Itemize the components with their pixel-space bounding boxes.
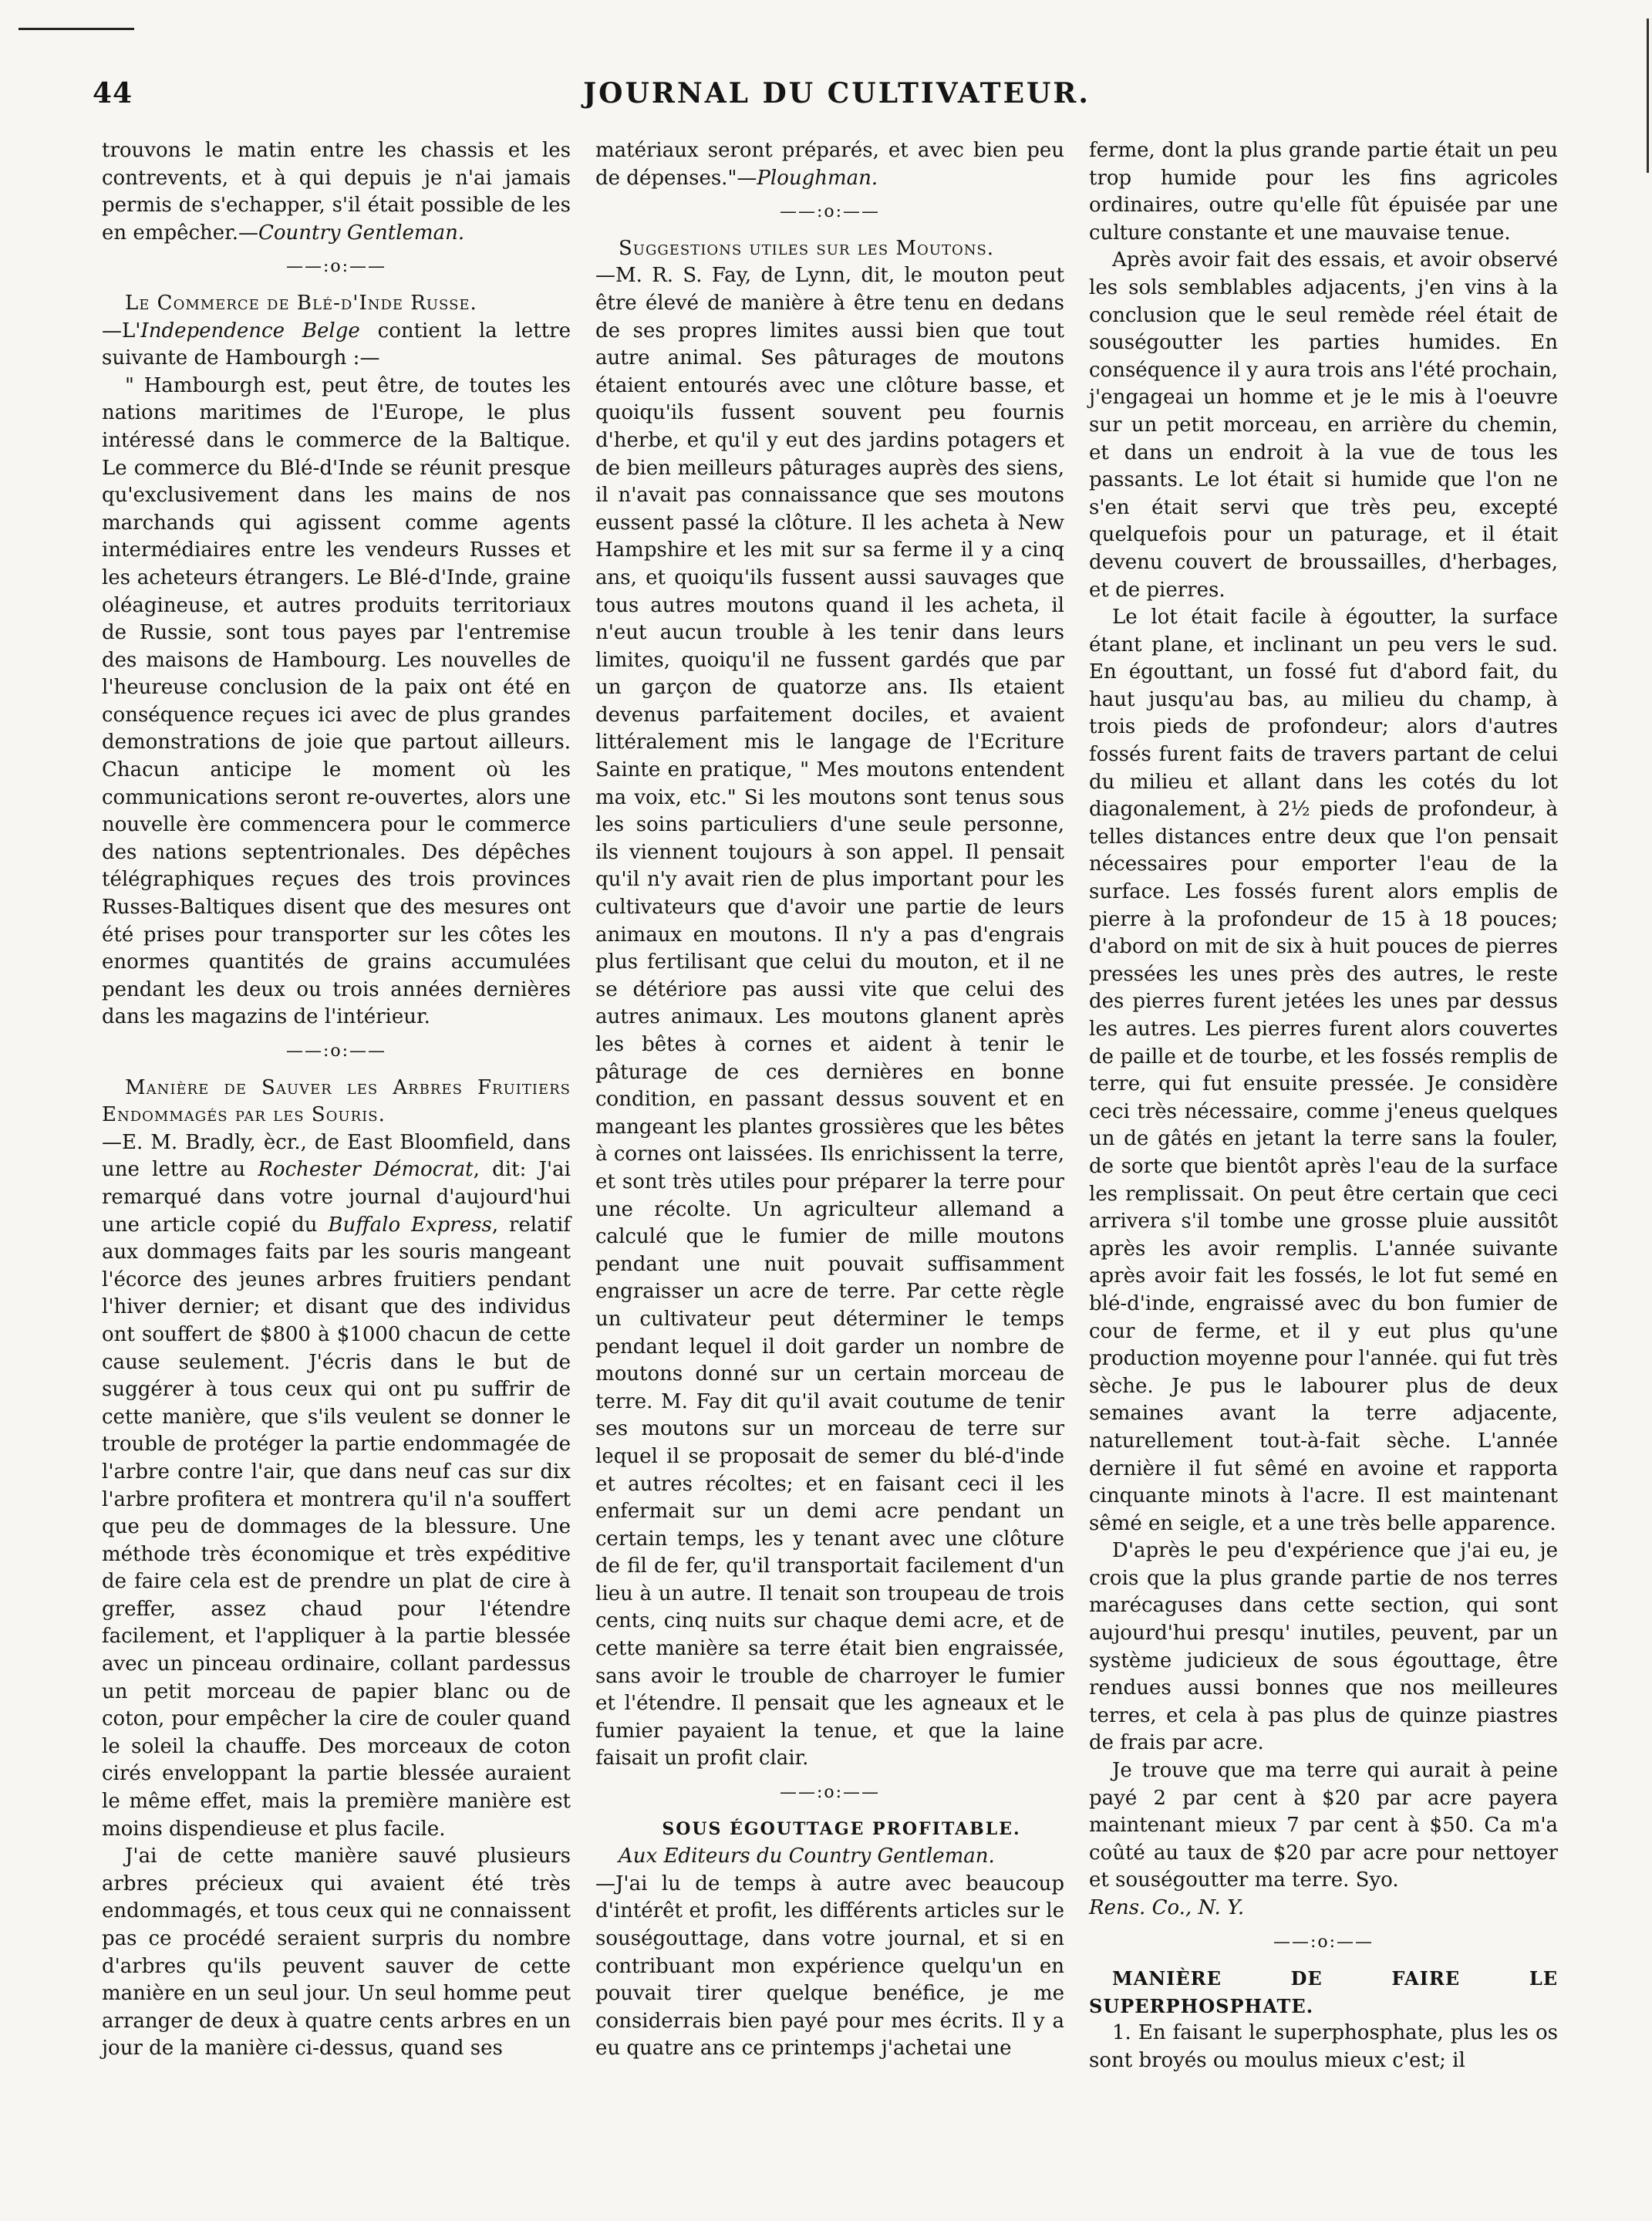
intro-source: Rochester Démocrat — [258, 1158, 474, 1182]
intro-text-b: , dit: J'ai remarqué dans votre journal d'aujourd'hui une article copié du — [102, 1158, 571, 1237]
article-title-commerce: Le Commerce de Blé-d'Inde Russe. — [125, 291, 477, 315]
continued-paragraph — [102, 137, 571, 247]
article-body-egouttage: —J'ai lu de temps à autre avec beaucoup d'intérêt et profit, les différents articles sur le souségouttage, dans votre journal, et si en contribuant mon expérience quelqu'un en pouvait tirer quelque benéfice, je me considerrais bien payé pour mes écrits. Il y a eu quatre ans ce printemps j'achetai une — [595, 1872, 1064, 2061]
article-salutation: Aux Editeurs du Country Gentleman. — [619, 1845, 995, 1868]
page-header — [93, 77, 1581, 123]
article-body-superphosphate: 1. En faisant le superphosphate, plus les os sont broyés ou moulus mieux c'est; il — [1089, 2021, 1558, 2072]
intro-text: —E. M. Bradly, ècr., de East Bloomfield, dans une lettre au — [102, 1130, 571, 1182]
column-1 — [102, 137, 571, 2063]
intro-source-2: Buffalo Express — [328, 1213, 492, 1237]
intro-source: Independence Belge — [140, 319, 360, 343]
continued-source: Ploughman. — [757, 166, 878, 190]
intro-text: —L' — [102, 319, 141, 343]
separator: ——:o:—— — [1273, 1932, 1374, 1952]
article-intro-commerce — [102, 318, 571, 373]
paragraph: Je trouve que ma terre qui aurait à peine payé 2 par cent à $20 par acre payera maintenant mieux 7 par cent à $50. Ca m'a coûté au taux de $20 par acre pour nettoyer et souségoutter ma terre. Syo. — [1089, 1759, 1558, 1892]
continued-text: matériaux seront préparés, et avec bien peu de dépenses."— — [595, 139, 1064, 190]
continued-text: trouvons le matin entre les chassis et les contrevents, et à qui depuis je n'ai jamais permis de s'echapper, s'il était possible de les en empêcher.— — [102, 139, 571, 245]
column-3 — [1089, 137, 1558, 2075]
column-2 — [595, 137, 1064, 2063]
page-number: 44 — [93, 77, 133, 110]
paragraph: ferme, dont la plus grande partie était un peu trop humide pour les fins agricoles ordinaires, outre qu'elle fût épuisée par une culture constante et une mauvaise tenue. — [1089, 139, 1558, 245]
article-title-superphosphate: MANIÈRE DE FAIRE LE SUPERPHOSPHATE. — [1089, 1967, 1558, 2017]
separator: ——:o:—— — [779, 1783, 881, 1803]
paragraph: D'après le peu d'expérience que j'ai eu, je crois que la plus grande partie de nos terres marécaguses dans cette section, qui sont aujourd'hui presqu' inutiles, peuvent, par un système judicieux de sous égouttage, être rendues aussi bonnes que nos meilleures terres, et cela à pas plus de quinze piastres de frais par acre. — [1089, 1539, 1558, 1755]
continued-paragraph — [595, 137, 1064, 192]
intro-text-b: contient la lettre suivante de Hambourgh :— — [102, 319, 571, 370]
article-body-commerce: " Hambourgh est, peut être, de toutes les nations maritimes de l'Europe, le plus intéressé dans le commerce de la Baltique. Le commerce du Blé-d'Inde se réunit presque qu'exclusivement dans les mains de nos marchands qui agissent comme agents intermédiaires entre les vendeurs Russes et les acheteurs étrangers. Le Blé-d'Inde, graine oléagineuse, et autres produits territoriaux de Russie, sont tous payes par l'entremise des maisons de Hambourg. Les nouvelles de l'heureuse conclusion de la paix ont été en conséquence reçues ici avec de plus grandes demonstrations de joie que partout ailleurs. Chacun anticipe le moment où les communications seront re-ouvertes, alors une nouvelle ère commencera pour le commerce des nations septentrionales. Des dépêches télégraphiques reçues des trois provinces Russes-Baltiques disent que des mesures ont été prises pour transporter sur les côtes les enormes quantités de grains accumulées pendant les deux ou trois années dernières dans les magazins de l'intérieur. — [102, 373, 571, 1029]
article-body-arbres-2: J'ai de cette manière sauvé plusieurs arbres précieux qui avaient été très endommagés, et tous ceux qui ne connaissent pas ce procédé seraient surpris du nombre d'arbres qu'ils peuvent sauver de cette manière en un seul jour. Un seul homme peut arranger de deux à quatre cents arbres en un jour de la manière ci-dessus, quand ses — [102, 1845, 571, 2061]
continued-source: Country Gentleman. — [258, 221, 465, 245]
article-body-arbres — [102, 1129, 571, 1843]
paragraph: Le lot était facile à égoutter, la surface étant plane, et inclinant un peu vers le sud. En égouttant, un fossé fut d'abord fait, du haut jusqu'au bas, au milieu du champ, à trois pieds de profondeur; alors d'autres fossés furent faits de travers partant de celui du milieu et allant dans les cotés du lot diagonalement, à 2½ pieds de profondeur, à telles distances entre deux que l'on pensait nécessaires pour emporter l'eau de la surface. Les fossés furent alors emplis de pierre à la profondeur de 15 à 18 pouces; d'abord on mit de six à huit pouces de pierres pressées les unes près des autres, le reste des pierres furent jetées les unes par dessus les autres. Les pierres furent alors couvertes de paille et de tourbe, et les fossés remplis de terre, qui fut ensuite pressée. Je considère ceci très nécessaire, comme j'eneus quelques un de gâtés en jetant la terre sans la fouler, de sorte que bientôt après l'eau de la surface les remplissait. On peut être certain que ceci arrivera s'il tombe une grosse pluie aussitôt après les avoir remplis. L'année suivante après avoir fait les fossés, le lot fut semé en blé-d'inde, engraissé avec du bon fumier de cour de ferme, et il y eut plus qu'une production moyenne pour l'année. qui fut très sèche. Je pus le labourer plus de deux semaines avant la terre adjacente, naturellement tout-à-fait sèche. L'année dernière il fut sêmé en avoine et rapporta cinquante minots à l'acre. Il est maintenant sêmé en seigle, et a une très belle apparence. — [1089, 606, 1558, 1535]
body-text: , relatif aux dommages faits par les souris mangeant l'écorce des jeunes arbres fruitiers pendant l'hiver dernier; et disant que des individus ont souffert de $800 à $1000 chacun de cette cause seulement. J'écris dans le but de suggérer à tous ceux qui ont pu suffrir de cette manière, que s'ils veulent se donner le trouble de protéger la partie endommagée de l'arbre contre l'air, que dans neuf cas sur dix l'arbre profitera et montrera qu'il n'a souffert que peu de dommages de la blessure. Une méthode très économique et très expéditive de faire cela est de prendre un plat de cire à greffer, assez chaud pour l'étendre facilement, et l'appliquer à la partie blessée avec un pinceau ordinaire, collant pardessus un petit morceau de papier blanc ou de coton, pour empêcher la cire de couler quand le soleil la chauffe. Des morceaux de coton cirés enveloppant la partie blessée auraient le même effet, mais la première manière est moins dispendieuse et plus facile. — [102, 1213, 571, 1841]
signature: Rens. Co., N. Y. — [1089, 1896, 1245, 1919]
top-left-rule — [19, 28, 134, 30]
separator: ——:o:—— — [285, 257, 387, 277]
separator: ——:o:—— — [779, 202, 881, 222]
article-body-moutons: —M. R. S. Fay, de Lynn, dit, le mouton peut être élevé de manière à être tenu en dedans de ses propres limites aussi bien que tout autre animal. Ses pâturages de moutons étaient entourés avec une clôture basse, et quoiqu'ils fussent souvent peu fournis d'herbe, et qu'il y eut des jardins potagers et de bien meilleurs pâturages auprès des siens, il n'avait pas connaissance que ses moutons eussent passé la clôture. Il les acheta à New Hampshire et les mit sur sa ferme il y a cinq ans, et quoiqu'ils fussent aussi sauvages que tous autres moutons quand il les acheta, il n'eut aucun trouble à les tenir dans leurs limites, quoiqu'il ne fussent gardés que par un garçon de quatorze ans. Ils etaient devenus parfaitement dociles, et avaient littéralement mis le langage de l'Ecriture Sainte en pratique, " Mes moutons entendent ma voix, etc." Si les moutons sont tenus sous les soins particuliers d'une seule personne, ils viennent toujours à son appel. Il pensait qu'il n'y avait rien de plus important pour les cultivateurs que d'avoir une partie de leurs animaux en moutons. Il n'y a pas d'engrais plus fertilisant que celui du mouton, et il ne se détériore pas aussi vite que celui des autres animaux. Les moutons glanent après les bêtes à cornes et aident à tenir le pâturage de ces dernières en bonne condition, en passant dessus souvent et en mangeant les plantes grossières que les bêtes à cornes ont laissées. Ils enrichissent la terre, et sont très utiles pour préparer la terre pour une récolte. Un agriculteur allemand a calculé que le fumier de mille moutons pendant une nuit pouvait suffisamment engraisser un acre de terre. Par cette règle un cultivateur peut déterminer le temps pendant lequel il doit garder un nombre de moutons donné sur un certain morceau de terre. M. Fay dit qu'il avait coutume de tenir ses moutons sur un morceau de terre sur lequel il se proposait de semer du blé-d'inde et autres récoltes; et en faisant ceci il les enfermait sur un demi acre pendant un certain temps, les y tenant avec une clôture de fil de fer, qu'il transportait facilement d'un lieu à un autre. Il tenait son troupeau de trois cents, cinq nuits sur chaque demi acre, et de cette manière sa terre était bien engraissée, sans avoir le trouble de charroyer le fumier et l'étendre. Il pensait que les agneaux et le fumier payaient la tenue, et que la laine faisait un profit clair. — [595, 264, 1064, 1770]
article-title-arbres: Manière de Sauver les Arbres Fruitiers Endommagés par les Souris. — [102, 1075, 571, 1127]
right-edge-rule — [1647, 19, 1649, 173]
article-title-egouttage: SOUS ÉGOUTTAGE PROFITABLE. — [662, 1818, 1021, 1839]
journal-title: JOURNAL DU CULTIVATEUR. — [583, 77, 1091, 110]
separator: ——:o:—— — [285, 1041, 387, 1061]
paragraph: Après avoir fait des essais, et avoir observé les sols semblables adjacents, j'en vins à la conclusion que le seul remède réel était de souségoutter les parties humides. En conséquence il y aura trois ans l'été prochain, j'engageai un homme et je le mis à l'oeuvre sur un petit morceau, en arrière du chemin, et dans un endroit à la vue de tous les passants. Le lot était si humide que l'on ne s'en était servi que très peu, excepté quelquefois pour un paturage, et il était devenu couvert de broussailles, d'herbages, et de pierres. — [1089, 248, 1558, 602]
article-title-moutons: Suggestions utiles sur les Moutons. — [619, 236, 995, 260]
